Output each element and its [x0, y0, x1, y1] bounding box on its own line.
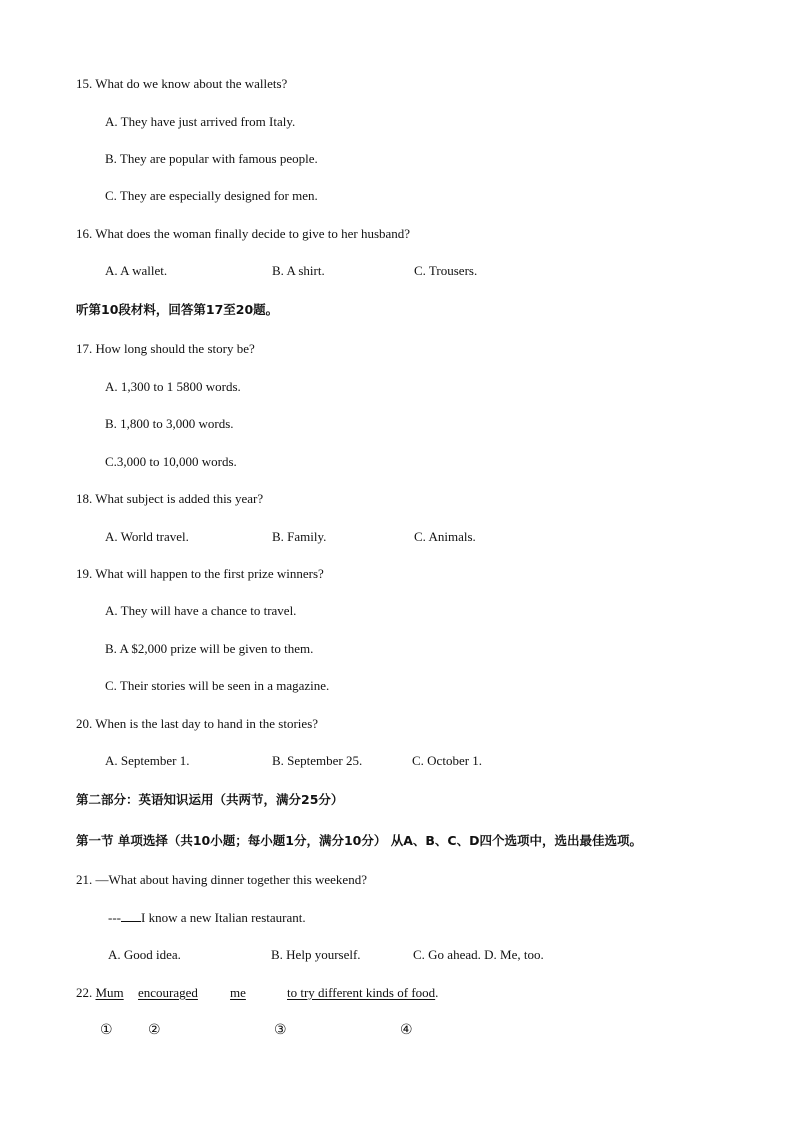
q20-stem: 20. When is the last day to hand in the stories?	[76, 716, 319, 731]
q16-option-b: B. A shirt.	[272, 263, 325, 278]
q19-option-b: B. A $2,000 prize will be given to them.	[105, 641, 314, 656]
part-2-heading: 第二部分：英语知识运用（共两节，满分25分）	[76, 792, 344, 807]
q16-option-c: C. Trousers.	[414, 263, 478, 278]
q18-stem: 18. What subject is added this year?	[76, 491, 264, 506]
section-10-heading: 听第10段材料，回答第17至20题。	[76, 302, 279, 317]
q21-blank	[121, 910, 141, 922]
q22-part-4: to try different kinds of food	[287, 985, 436, 1000]
q22-part-1: Mum	[95, 985, 124, 1000]
q17-stem: 17. How long should the story be?	[76, 341, 255, 356]
q15-option-a: A. They have just arrived from Italy.	[105, 114, 296, 129]
q20-option-a: A. September 1.	[105, 753, 190, 768]
q22-marker-2: ②	[148, 1022, 161, 1038]
q21-stem: 21. —What about having dinner together this weekend?	[76, 872, 367, 887]
q22-end: .	[435, 985, 439, 1000]
q15-option-b: B. They are popular with famous people.	[105, 151, 318, 166]
q22-marker-3: ③	[274, 1022, 287, 1038]
q22-number: 22.	[76, 985, 96, 1000]
section-1-heading: 第一节 单项选择（共10小题；每小题1分，满分10分） 从A、B、C、D四个选项中，选出最佳选项。	[76, 833, 642, 848]
q21-reply-text: I know a new Italian restaurant.	[141, 910, 306, 925]
q21-option-a: A. Good idea.	[108, 947, 181, 962]
q22-part-2: encouraged	[138, 985, 198, 1000]
q18-option-a: A. World travel.	[105, 529, 189, 544]
q18-option-c: C. Animals.	[414, 529, 476, 544]
q19-option-a: A. They will have a chance to travel.	[105, 603, 297, 618]
q22-sentence	[76, 985, 124, 1001]
q22-marker-1: ①	[100, 1022, 113, 1038]
q16-stem: 16. What does the woman finally decide to give to her husband?	[76, 226, 411, 241]
q22-marker-4: ④	[400, 1022, 413, 1038]
q18-option-b: B. Family.	[272, 529, 327, 544]
q15-stem: 15. What do we know about the wallets?	[76, 76, 288, 91]
q21-reply-prefix: ---	[108, 910, 121, 925]
q22-part-3: me	[230, 985, 246, 1000]
q17-option-a: A. 1,300 to 1 5800 words.	[105, 379, 241, 394]
q16-option-a: A. A wallet.	[105, 263, 168, 278]
q22-part-4-wrap	[287, 985, 438, 1001]
q19-option-c: C. Their stories will be seen in a magazine.	[105, 678, 330, 693]
q20-option-b: B. September 25.	[272, 753, 363, 768]
q17-option-b: B. 1,800 to 3,000 words.	[105, 416, 234, 431]
q17-option-c: C.3,000 to 10,000 words.	[105, 454, 237, 469]
q21-option-cd: C. Go ahead. D. Me, too.	[413, 947, 544, 962]
q20-option-c: C. October 1.	[412, 753, 483, 768]
q21-reply	[108, 910, 306, 926]
q19-stem: 19. What will happen to the first prize winners?	[76, 566, 324, 581]
q15-option-c: C. They are especially designed for men.	[105, 188, 318, 203]
q21-option-b: B. Help yourself.	[271, 947, 361, 962]
